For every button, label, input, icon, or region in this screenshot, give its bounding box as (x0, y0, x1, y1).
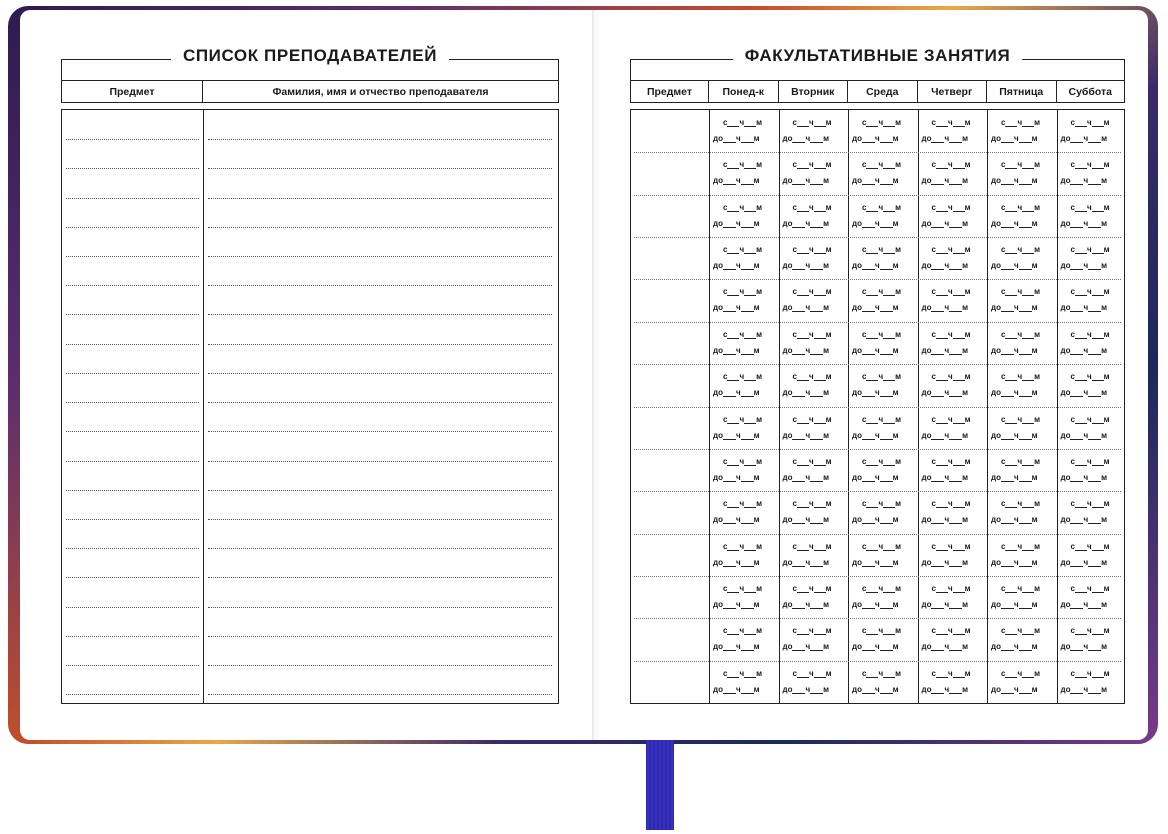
time-to[interactable]: до ч м (782, 642, 830, 652)
time-from[interactable]: с ч м (862, 414, 902, 424)
time-to[interactable]: до ч м (921, 261, 969, 271)
subject-line (66, 548, 199, 549)
time-to[interactable]: до ч м (782, 557, 830, 567)
time-to[interactable]: до ч м (713, 557, 760, 567)
time-from[interactable]: с ч м (931, 329, 971, 339)
time-from[interactable]: с ч м (931, 456, 971, 466)
time-to[interactable]: до ч м (991, 599, 1038, 609)
time-from[interactable]: с ч м (792, 414, 832, 424)
time-to[interactable]: до ч м (852, 684, 899, 694)
row-separator (634, 661, 1121, 662)
time-from[interactable]: с ч м (1070, 287, 1110, 297)
time-to[interactable]: до ч м (991, 388, 1038, 398)
teacher-name-line (208, 577, 552, 578)
time-to[interactable]: до ч м (921, 303, 969, 313)
teacher-name-line (208, 139, 552, 140)
time-from[interactable]: с ч м (723, 160, 763, 170)
col-header-saturday: Суббота (1068, 85, 1113, 98)
time-to[interactable]: до ч м (991, 303, 1038, 313)
col-header-thursday: Четверг (918, 81, 988, 102)
time-to[interactable]: до ч м (782, 218, 830, 228)
time-to[interactable]: до ч м (1060, 261, 1108, 271)
time-to[interactable]: до ч м (1060, 218, 1108, 228)
time-to[interactable]: до ч м (713, 345, 760, 355)
row-separator (634, 534, 1121, 535)
time-from[interactable]: с ч м (1070, 668, 1110, 678)
time-to[interactable]: до ч м (852, 430, 899, 440)
subject-line (66, 636, 199, 637)
subject-line (66, 694, 199, 695)
time-from[interactable]: с ч м (792, 245, 832, 255)
time-from[interactable]: с ч м (723, 287, 763, 297)
time-from[interactable]: с ч м (931, 499, 971, 509)
time-from[interactable]: с ч м (1001, 329, 1041, 339)
time-to[interactable]: до ч м (713, 218, 760, 228)
time-from[interactable]: с ч м (1070, 372, 1110, 382)
row-separator (634, 195, 1121, 196)
time-to[interactable]: до ч м (921, 684, 969, 694)
time-to[interactable]: до ч м (991, 176, 1038, 186)
subject-line (66, 227, 199, 228)
time-to[interactable]: до ч м (713, 176, 760, 186)
time-to[interactable]: до ч м (713, 515, 760, 525)
time-from[interactable]: с ч м (931, 626, 971, 636)
time-to[interactable]: до ч м (852, 642, 899, 652)
time-from[interactable]: с ч м (723, 583, 763, 593)
time-from[interactable]: с ч м (862, 583, 902, 593)
time-to[interactable]: до ч м (852, 557, 899, 567)
time-to[interactable]: до ч м (713, 303, 760, 313)
time-from[interactable]: с ч м (723, 202, 763, 212)
subject-line (66, 431, 199, 432)
col-header-subject: Предмет (62, 81, 203, 102)
time-to[interactable]: до ч м (1060, 557, 1108, 567)
time-to[interactable]: до ч м (921, 388, 969, 398)
row-separator (634, 237, 1121, 238)
subject-line (66, 168, 199, 169)
time-to[interactable]: до ч м (1060, 345, 1108, 355)
subject-line (66, 314, 199, 315)
time-from[interactable]: с ч м (862, 245, 902, 255)
time-to[interactable]: до ч м (991, 345, 1038, 355)
time-from[interactable]: с ч м (1070, 160, 1110, 170)
teacher-name-line (208, 461, 552, 462)
teacher-name-line (208, 314, 552, 315)
time-from[interactable]: с ч м (1070, 245, 1110, 255)
time-from[interactable]: с ч м (723, 329, 763, 339)
time-to[interactable]: до ч м (1060, 430, 1108, 440)
subject-line (66, 198, 199, 199)
time-to[interactable]: до ч м (852, 599, 899, 609)
row-separator (634, 322, 1121, 323)
time-to[interactable]: до ч м (852, 261, 899, 271)
time-from[interactable]: с ч м (1070, 499, 1110, 509)
time-from[interactable]: с ч м (1001, 202, 1041, 212)
time-to[interactable]: до ч м (921, 430, 969, 440)
time-to[interactable]: до ч м (852, 176, 899, 186)
col-header-subject: Предмет (631, 81, 709, 102)
time-to[interactable]: до ч м (991, 642, 1038, 652)
time-to[interactable]: до ч м (991, 684, 1038, 694)
time-from[interactable]: с ч м (931, 160, 971, 170)
teacher-name-line (208, 636, 552, 637)
time-from[interactable]: с ч м (1070, 583, 1110, 593)
time-to[interactable]: до ч м (991, 430, 1038, 440)
time-from[interactable]: с ч м (723, 245, 763, 255)
time-to[interactable]: до ч м (921, 134, 969, 143)
time-from[interactable]: с ч м (862, 287, 902, 297)
time-to[interactable]: до ч м (852, 345, 899, 355)
teacher-name-line (208, 490, 552, 491)
time-from[interactable]: с ч м (792, 118, 832, 127)
time-to[interactable]: до ч м (921, 642, 969, 652)
time-from[interactable]: с ч м (792, 541, 832, 551)
time-to[interactable]: до ч м (852, 134, 899, 143)
time-to[interactable]: до ч м (782, 261, 830, 271)
time-to[interactable]: до ч м (713, 261, 760, 271)
time-from[interactable]: с ч м (1070, 329, 1110, 339)
time-from[interactable]: с ч м (862, 499, 902, 509)
time-from[interactable]: с ч м (931, 583, 971, 593)
time-from[interactable]: с ч м (792, 160, 832, 170)
time-to[interactable]: до ч м (1060, 642, 1108, 652)
time-to[interactable]: до ч м (991, 261, 1038, 271)
time-from[interactable]: с ч м (862, 372, 902, 382)
time-from[interactable]: с ч м (862, 668, 902, 678)
time-to[interactable]: до ч м (852, 388, 899, 398)
time-from[interactable]: с ч м (862, 456, 902, 466)
time-from[interactable]: с ч м (931, 287, 971, 297)
time-from[interactable]: с ч м (723, 668, 763, 678)
time-to[interactable]: до ч м (713, 430, 760, 440)
time-from[interactable]: с ч м (792, 456, 832, 466)
time-from[interactable]: с ч м (862, 541, 902, 551)
time-to[interactable]: до ч м (991, 472, 1038, 482)
row-separator (634, 279, 1121, 280)
electives-table (630, 109, 1125, 704)
time-from[interactable]: с ч м (1070, 202, 1110, 212)
teacher-rows (62, 110, 558, 703)
row-separator (634, 491, 1121, 492)
time-from[interactable]: с ч м (723, 414, 763, 424)
subject-line (66, 373, 199, 374)
right-title-box (630, 46, 1125, 81)
time-from[interactable]: с ч м (862, 202, 902, 212)
teacher-name-line (208, 198, 552, 199)
time-from[interactable]: с ч м (723, 499, 763, 509)
time-from[interactable]: с ч м (931, 668, 971, 678)
teacher-name-line (208, 285, 552, 286)
time-to[interactable]: до ч м (713, 684, 760, 694)
col-header-friday: Пятница (987, 81, 1057, 102)
time-from[interactable]: с ч м (1070, 541, 1110, 551)
time-from[interactable]: с ч м (931, 372, 971, 382)
time-to[interactable]: до ч м (1060, 515, 1108, 525)
teacher-name-line (208, 402, 552, 403)
teacher-name-line (208, 548, 552, 549)
left-page-title: СПИСОК ПРЕПОДАВАТЕЛЕЙ (171, 46, 449, 66)
time-from[interactable]: с ч м (1070, 626, 1110, 636)
time-from[interactable]: с ч м (792, 372, 832, 382)
teacher-name-line (208, 256, 552, 257)
time-to[interactable]: до ч м (1060, 472, 1108, 482)
time-from[interactable]: с ч м (931, 118, 971, 127)
subject-line (66, 577, 199, 578)
time-to[interactable]: до ч м (852, 515, 899, 525)
time-to[interactable]: до ч м (991, 134, 1038, 143)
time-from[interactable]: с ч м (862, 118, 902, 127)
col-header-monday: Понед-к (709, 81, 779, 102)
time-to[interactable]: до ч м (713, 388, 760, 398)
time-from[interactable]: с ч м (1001, 372, 1041, 382)
time-from[interactable]: с ч м (1001, 118, 1041, 127)
subject-line (66, 285, 199, 286)
teacher-name-line (208, 373, 552, 374)
time-to[interactable]: до ч м (852, 218, 899, 228)
time-from[interactable]: с ч м (1001, 626, 1041, 636)
time-to[interactable]: до ч м (1060, 599, 1108, 609)
teacher-name-line (208, 227, 552, 228)
teacher-name-line (208, 665, 552, 666)
time-to[interactable]: до ч м (921, 557, 969, 567)
time-to[interactable]: до ч м (782, 176, 830, 186)
time-from[interactable]: с ч м (792, 668, 832, 678)
time-from[interactable]: с ч м (1001, 499, 1041, 509)
time-from[interactable]: с ч м (1001, 456, 1041, 466)
subject-line (66, 402, 199, 403)
time-from[interactable]: с ч м (931, 202, 971, 212)
time-from[interactable]: с ч м (792, 499, 832, 509)
time-to[interactable]: до ч м (713, 472, 760, 482)
time-to[interactable]: до ч м (1060, 134, 1108, 143)
time-from[interactable]: с ч м (792, 583, 832, 593)
time-from[interactable]: с ч м (723, 118, 763, 127)
time-to[interactable]: до ч м (1060, 684, 1108, 694)
row-separator (634, 364, 1121, 365)
time-from[interactable]: с ч м (1001, 414, 1041, 424)
time-to[interactable]: до ч м (782, 345, 830, 355)
time-from[interactable]: с ч м (792, 329, 832, 339)
time-to[interactable]: до ч м (713, 134, 760, 143)
row-separator (634, 618, 1121, 619)
col-header-wednesday: Среда (848, 81, 918, 102)
bookmark-ribbon (646, 736, 674, 830)
teacher-name-line (208, 168, 552, 169)
subject-line (66, 490, 199, 491)
left-page (20, 10, 594, 740)
subject-line (66, 256, 199, 257)
time-to[interactable]: до ч м (921, 599, 969, 609)
time-from[interactable]: с ч м (792, 202, 832, 212)
teacher-name-line (208, 607, 552, 608)
time-from[interactable]: с ч м (931, 541, 971, 551)
row-separator (634, 152, 1121, 153)
subject-line (66, 519, 199, 520)
teacher-name-line (208, 344, 552, 345)
time-from[interactable]: с ч м (862, 626, 902, 636)
time-to[interactable]: до ч м (991, 515, 1038, 525)
teacher-name-line (208, 431, 552, 432)
left-header-row (61, 80, 559, 103)
time-to[interactable]: до ч м (852, 303, 899, 313)
time-to[interactable]: до ч м (852, 472, 899, 482)
time-to[interactable]: до ч м (921, 176, 969, 186)
time-from[interactable]: с ч м (723, 541, 763, 551)
time-from[interactable]: с ч м (931, 245, 971, 255)
time-to[interactable]: до ч м (782, 684, 830, 694)
teacher-name-line (208, 519, 552, 520)
time-from[interactable]: с ч м (862, 160, 902, 170)
teacher-name-line (208, 694, 552, 695)
time-to[interactable]: до ч м (921, 345, 969, 355)
subject-line (66, 665, 199, 666)
time-to[interactable]: до ч м (782, 430, 830, 440)
time-from[interactable]: с ч м (723, 372, 763, 382)
time-from[interactable]: с ч м (1001, 668, 1041, 678)
time-from[interactable]: с ч м (1001, 160, 1041, 170)
time-to[interactable]: до ч м (921, 515, 969, 525)
row-separator (634, 407, 1121, 408)
subject-line (66, 461, 199, 462)
row-separator (634, 449, 1121, 450)
time-from[interactable]: с ч м (1001, 287, 1041, 297)
col-header-tuesday: Вторник (779, 81, 849, 102)
time-to[interactable]: до ч м (921, 218, 969, 228)
time-from[interactable]: с ч м (1070, 414, 1110, 424)
time-from[interactable]: с ч м (792, 287, 832, 297)
time-to[interactable]: до ч м (713, 642, 760, 652)
time-to[interactable]: до ч м (991, 557, 1038, 567)
time-from[interactable]: с ч м (862, 329, 902, 339)
col-header-teacher-name: Фамилия, имя и отчество преподавателя (272, 85, 489, 98)
time-to[interactable]: до ч м (1060, 176, 1108, 186)
time-from[interactable]: с ч м (792, 626, 832, 636)
time-to[interactable]: до ч м (782, 134, 830, 143)
time-from[interactable]: с ч м (1070, 456, 1110, 466)
subject-line (66, 139, 199, 140)
time-to[interactable]: до ч м (713, 599, 760, 609)
time-from[interactable]: с ч м (931, 414, 971, 424)
subject-line (66, 607, 199, 608)
time-to[interactable]: до ч м (782, 515, 830, 525)
subject-line (66, 344, 199, 345)
time-to[interactable]: до ч м (782, 599, 830, 609)
time-to[interactable]: до ч м (782, 472, 830, 482)
time-to[interactable]: до ч м (782, 303, 830, 313)
time-from[interactable]: с ч м (723, 626, 763, 636)
time-from[interactable]: с ч м (723, 456, 763, 466)
time-to[interactable]: до ч м (1060, 303, 1108, 313)
time-to[interactable]: до ч м (782, 388, 830, 398)
time-to[interactable]: до ч м (991, 218, 1038, 228)
time-to[interactable]: до ч м (1060, 388, 1108, 398)
time-from[interactable]: с ч м (1070, 118, 1110, 127)
time-from[interactable]: с ч м (1001, 583, 1041, 593)
right-page (598, 10, 1148, 740)
time-from[interactable]: с ч м (1001, 245, 1041, 255)
teachers-table (61, 109, 559, 704)
time-from[interactable]: с ч м (1001, 541, 1041, 551)
time-to[interactable]: до ч м (921, 472, 969, 482)
right-page-title: ФАКУЛЬТАТИВНЫЕ ЗАНЯТИЯ (733, 46, 1023, 66)
right-header-row (630, 80, 1125, 103)
left-title-box (61, 46, 559, 81)
row-separator (634, 576, 1121, 577)
